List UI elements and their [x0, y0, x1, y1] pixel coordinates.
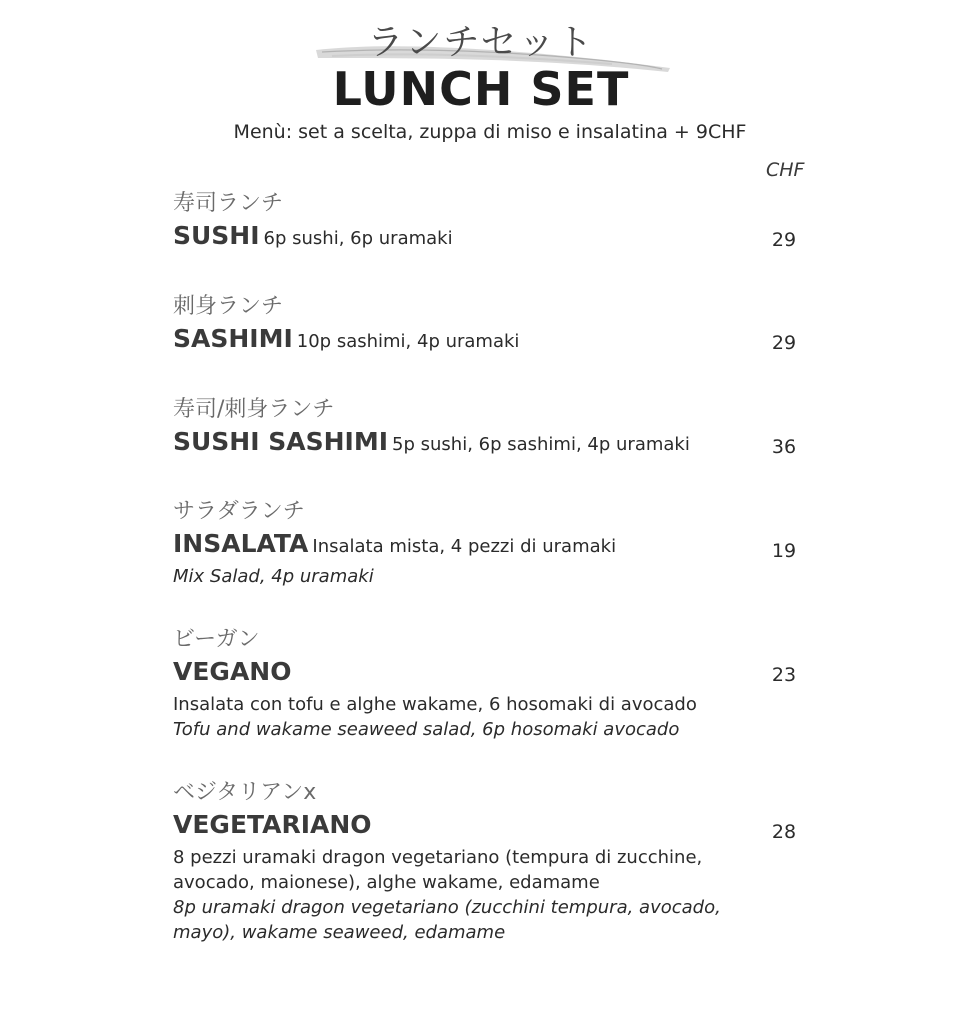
item-name: SUSHI SASHIMI — [173, 427, 389, 456]
item-description-english: Tofu and wakame seaweed salad, 6p hosomaki avocado — [173, 719, 680, 740]
item-name-japanese: ビーガン — [173, 627, 260, 652]
item-name-japanese: 寿司/刺身ランチ — [173, 397, 335, 422]
item-price-insalata: 19 — [771, 540, 797, 562]
item-price-sushi-sashimi: 36 — [771, 436, 797, 458]
item-name-japanese: サラダランチ — [173, 499, 305, 524]
item-name: VEGANO — [173, 657, 292, 686]
title-japanese: ランチセット — [367, 22, 595, 63]
item-description: Insalata con tofu e alghe wakame, 6 hosomaki di avocado — [173, 694, 697, 715]
menu-item-sushi-sashimi — [173, 395, 833, 462]
item-name: SUSHI — [173, 221, 260, 250]
item-price-vegano: 23 — [771, 664, 797, 686]
item-name-japanese: ベジタリアンx — [173, 780, 317, 805]
menu-subtitle: Menù: set a scelta, zuppa di miso e insalatina + 9CHF — [233, 121, 747, 143]
item-description: 8 pezzi uramaki dragon vegetariano (tempura di zucchine, avocado, maionese), alghe wakame, edamame — [173, 847, 703, 893]
page-title: LUNCH SET — [332, 62, 630, 116]
item-inline-description: 6p sushi, 6p uramaki — [263, 228, 453, 249]
item-name-japanese: 刺身ランチ — [173, 294, 284, 319]
item-inline-description: 10p sashimi, 4p uramaki — [296, 331, 520, 352]
currency-label: CHF — [766, 159, 805, 181]
item-description-english: 8p uramaki dragon vegetariano (zucchini tempura, avocado, mayo), wakame seaweed, edamame — [173, 897, 721, 943]
item-description-english: Mix Salad, 4p uramaki — [173, 566, 374, 587]
menu-item-insalata — [173, 497, 833, 589]
item-price-sushi: 29 — [771, 229, 797, 251]
item-name: INSALATA — [173, 529, 309, 558]
item-name: VEGETARIANO — [173, 810, 372, 839]
item-inline-description: Insalata mista, 4 pezzi di uramaki — [312, 536, 617, 557]
item-price-vegetariano: 28 — [771, 821, 797, 843]
item-inline-description: 5p sushi, 6p sashimi, 4p uramaki — [392, 434, 690, 455]
menu-item-sashimi — [173, 292, 833, 359]
item-name-japanese: 寿司ランチ — [173, 191, 284, 216]
item-name: SASHIMI — [173, 324, 293, 353]
item-price-sashimi: 29 — [771, 332, 797, 354]
menu-item-sushi — [173, 189, 833, 256]
menu-item-vegano — [173, 625, 833, 742]
menu-item-vegetariano — [173, 778, 833, 945]
